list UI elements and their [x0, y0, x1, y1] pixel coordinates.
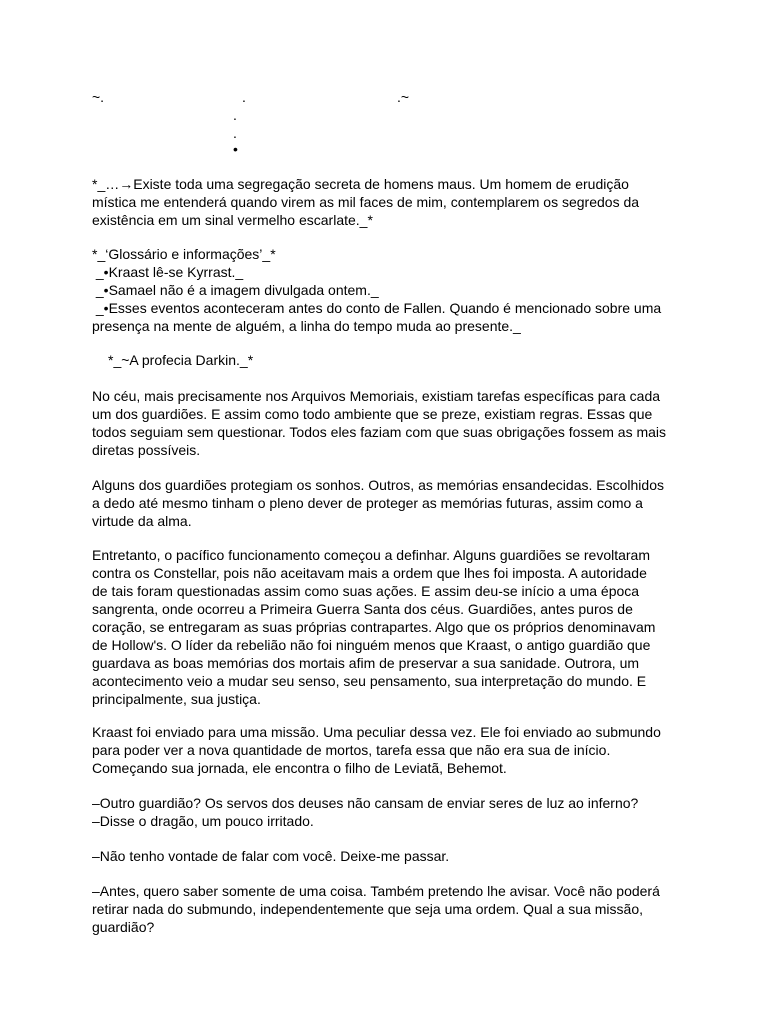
decoration-top-left: ~. [92, 89, 105, 105]
chapter-title: *_~A profecia Darkin._* [108, 352, 254, 368]
text-line: para poder ver a nova quantidade de mortos, tarefa essa que não era sua de início. [92, 742, 611, 758]
text-line: um dos guardiões. E assim como todo ambiente que se preze, existiam regras. Essas que [92, 406, 653, 422]
text-line: *_…→Existe toda uma segregação secreta de homens maus. Um homem de erudição [92, 176, 629, 192]
text-line: No céu, mais precisamente nos Arquivos Memoriais, existiam tarefas específicas para cada [92, 388, 661, 404]
decoration-top-mid: . [242, 89, 246, 105]
text-line: diretas possíveis. [92, 442, 201, 458]
text-line: contra os Constellar, pois não aceitavam mais a ordem que lhes foi imposta. A autoridade [92, 565, 647, 581]
text-line: acontecimento veio a mudar seu senso, seu pensamento, sua interpretação do mundo. E [92, 673, 647, 689]
glossary-item: _•Kraast lê-se Kyrrast._ [92, 264, 244, 280]
text-line: –Antes, quero saber somente de uma coisa. Também pretendo lhe avisar. Você não poderá [92, 883, 660, 899]
body-paragraph [92, 546, 682, 708]
text-line: Kraast foi enviado para uma missão. Uma peculiar dessa vez. Ele foi enviado ao submundo [92, 724, 661, 740]
text-line: Alguns dos guardiões protegiam os sonhos. Outros, as memórias ensandecidas. Escolhidos [92, 477, 664, 493]
text-line: –Outro guardião? Os servos dos deuses não cansam de enviar seres de luz ao inferno? [92, 795, 639, 811]
decoration-top-right: .~ [397, 89, 410, 105]
text-line: mística me entenderá quando virem as mil faces de mim, contemplarem os segredos da [92, 194, 640, 210]
decoration-dot-2: . [233, 125, 237, 141]
text-line: sangrenta, onde ocorreu a Primeira Guerra Santa dos céus. Guardiões, antes puros de [92, 601, 633, 617]
body-paragraph [92, 387, 682, 459]
decoration-dot-3: • [233, 141, 238, 157]
text-line: –Não tenho vontade de falar com você. Deixe-me passar. [92, 848, 450, 864]
text-line: guardava as boas memórias dos mortais afim de preservar a sua sanidade. Outrora, um [92, 655, 640, 671]
text-line: virtude da alma. [92, 513, 192, 529]
text-line: principalmente, sua justiça. [92, 691, 261, 707]
dialogue-paragraph [92, 847, 682, 865]
decoration-dot-1: . [233, 107, 237, 123]
text-line: de Hollow's. O líder da rebelião não foi ninguém menos que Kraast, o antigo guardião que [92, 637, 651, 653]
text-line: –Disse o dragão, um pouco irritado. [92, 813, 314, 829]
text-line: retirar nada do submundo, independentemente que seja uma ordem. Qual a sua missão, [92, 901, 644, 917]
glossary-title: *_‘Glossário e informações’_* [92, 246, 276, 262]
text-line: Entretanto, o pacífico funcionamento começou a definhar. Alguns guardiões se revoltaram [92, 547, 651, 563]
glossary-item: _•Esses eventos aconteceram antes do conto de Fallen. Quando é mencionado sobre uma [92, 300, 662, 316]
text-line: guardião? [92, 919, 155, 935]
dialogue-paragraph [92, 882, 682, 936]
body-paragraph [92, 723, 682, 777]
text-line: existência em um sinal vermelho escarlate._* [92, 212, 373, 228]
text-line: de tais foram questionadas assim como suas ações. E assim deu-se início a uma época [92, 583, 640, 599]
text-line: Começando sua jornada, ele encontra o filho de Leviatã, Behemot. [92, 760, 507, 776]
body-paragraph [92, 476, 682, 530]
text-line: todos seguiam sem questionar. Todos eles faziam com que suas obrigações fossem as mais [92, 424, 667, 440]
text-line: coração, se entregaram as suas próprias contrapartes. Algo que os próprios denominavam [92, 619, 656, 635]
glossary-section [92, 245, 682, 335]
text-line: a dedo até mesmo tinham o pleno dever de proteger as memórias futuras, assim como a [92, 495, 643, 511]
dialogue-paragraph [92, 794, 682, 830]
glossary-item: _•Samael não é a imagem divulgada ontem._ [92, 282, 379, 298]
glossary-item: presença na mente de alguém, a linha do tempo muda ao presente._ [92, 318, 521, 334]
intro-paragraph [92, 175, 682, 229]
